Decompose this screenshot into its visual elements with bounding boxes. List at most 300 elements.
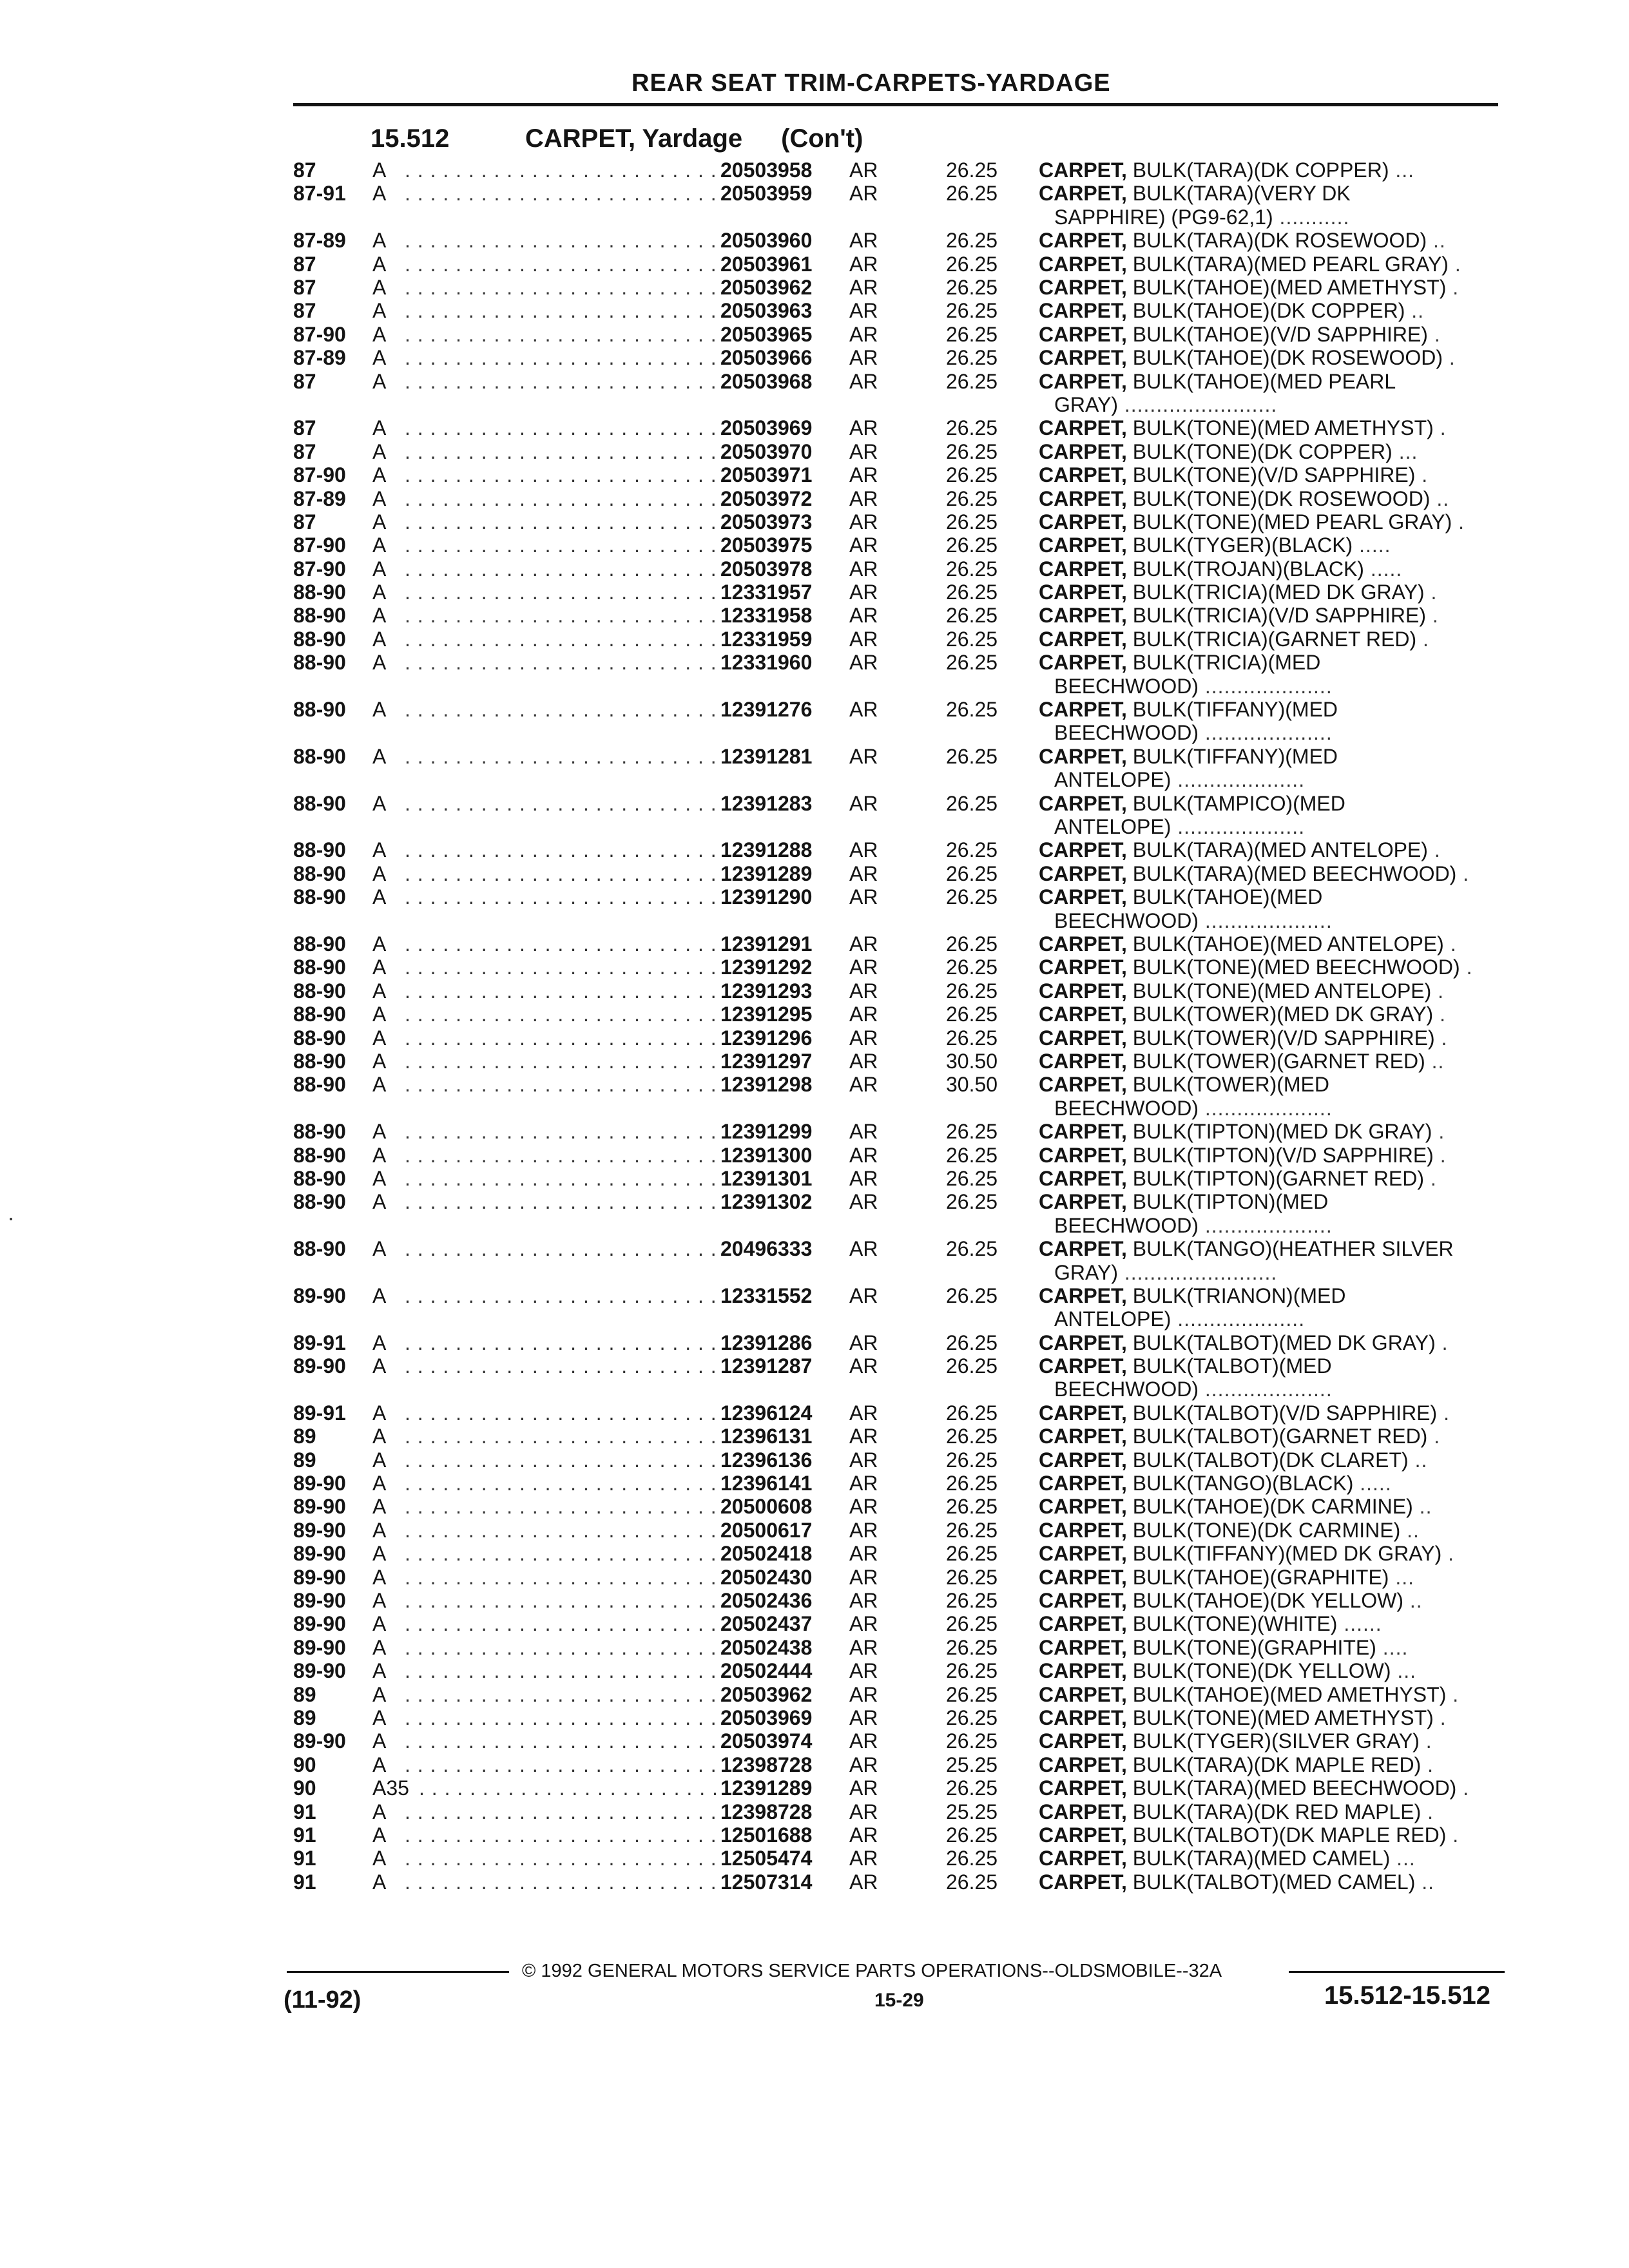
table-row [0, 1401, 1629, 1425]
price: 26.25 [946, 1120, 998, 1144]
body-code: A [372, 1589, 387, 1613]
quantity: AR [849, 229, 878, 253]
part-number: 12505474 [720, 1847, 813, 1870]
leader-dots: . [1421, 1753, 1434, 1776]
leader-dots: . . . . . . . . . . . . . . . . . . . . . . . . . [405, 533, 717, 557]
description-prefix: CARPET, [1039, 1753, 1127, 1776]
price: 26.25 [946, 1166, 998, 1190]
model-year: 88-90 [293, 1073, 346, 1097]
part-number: 12501688 [720, 1823, 813, 1847]
quantity: AR [849, 1823, 878, 1847]
price: 26.25 [946, 299, 998, 323]
description [1039, 628, 1429, 651]
description-text: BULK(TONE)(WHITE) [1132, 1612, 1338, 1636]
body-code: A [372, 1565, 387, 1589]
quantity: AR [849, 627, 878, 651]
table-row [0, 182, 1629, 229]
part-number: 12391297 [720, 1049, 813, 1073]
description [1039, 1144, 1447, 1167]
price: 26.25 [946, 533, 998, 557]
body-code: A [372, 979, 387, 1003]
description-text: BULK(TROJAN)(BLACK) [1132, 557, 1364, 581]
footer-rule-left [287, 1971, 509, 1973]
part-number: 12391298 [720, 1073, 813, 1097]
description-prefix: CARPET, [1039, 229, 1127, 253]
description [1039, 1237, 1454, 1260]
description-continued [1054, 206, 1349, 229]
price: 26.25 [946, 979, 998, 1003]
page-title: REAR SEAT TRIM-CARPETS-YARDAGE [631, 70, 1111, 97]
part-number: 20503971 [720, 463, 813, 487]
description-prefix: CARPET, [1039, 1049, 1127, 1073]
table-row [0, 651, 1629, 698]
description-text: BULK(TOWER)(MED [1132, 1073, 1329, 1097]
leader-dots: . [1416, 627, 1429, 651]
leader-dots: . . . . . . . . . . . . . . . . . . . . . . . . . [405, 486, 717, 510]
model-year: 89-90 [293, 1635, 346, 1659]
leader-dots: . . . . . . . . . . . . . . . . . . . . . . . . . [405, 510, 717, 533]
model-year: 88-90 [293, 744, 346, 768]
description [1039, 1425, 1440, 1448]
part-number: 20502444 [720, 1659, 813, 1683]
leader-dots: . . . . . . . . . . . . . . . . . . . . . . . . . [405, 1472, 717, 1495]
model-year: 89 [293, 1425, 316, 1448]
quantity: AR [849, 1729, 878, 1753]
price: 26.25 [946, 1472, 998, 1495]
body-code: A [372, 533, 387, 557]
model-year: 87 [293, 299, 316, 323]
leader-dots: . . . . . . . . . . . . . . . . . . . . . . . . . [419, 1776, 731, 1800]
leader-dots: . . . . . . . . . . . . . . . . . . . . . . . . . [405, 604, 717, 628]
description-prefix: CARPET, [1039, 346, 1127, 370]
price: 26.25 [946, 651, 998, 675]
section-range: 15.512-15.512 [1324, 1981, 1491, 2010]
description [1039, 276, 1459, 299]
price: 26.25 [946, 1401, 998, 1425]
leader-dots: ..... [1364, 557, 1403, 581]
price: 26.25 [946, 439, 998, 463]
leader-dots: . . . . . . . . . . . . . . . . . . . . . . . . . [405, 791, 717, 815]
model-year: 88-90 [293, 932, 346, 956]
footer-rule-right [1289, 1971, 1505, 1973]
model-year: 88-90 [293, 1049, 346, 1073]
quantity: AR [849, 346, 878, 370]
description-prefix: CARPET, [1039, 1682, 1127, 1706]
table-row [0, 1026, 1629, 1050]
price: 26.25 [946, 885, 998, 909]
leader-dots: . . . . . . . . . . . . . . . . . . . . . . . . . [405, 1659, 717, 1683]
description-text: BULK(TAHOE)(MED PEARL [1132, 369, 1396, 393]
description-prefix: CARPET, [1039, 651, 1127, 675]
leader-dots: . [1456, 861, 1470, 885]
leader-dots: . . . . . . . . . . . . . . . . . . . . . . . . . [405, 932, 717, 956]
quantity: AR [849, 299, 878, 323]
model-year: 88-90 [293, 651, 346, 675]
quantity: AR [849, 838, 878, 862]
quantity: AR [849, 182, 878, 206]
price: 26.25 [946, 1495, 998, 1519]
part-number: 12507314 [720, 1870, 813, 1894]
leader-dots: ... [1391, 1659, 1417, 1683]
body-code: A [372, 439, 387, 463]
description-continued-text: BEECHWOOD) [1054, 908, 1199, 932]
body-code: A [372, 463, 387, 487]
description-prefix: CARPET, [1039, 1495, 1127, 1519]
part-number: 12391292 [720, 956, 813, 979]
model-year: 88-90 [293, 979, 346, 1003]
part-number: 12391288 [720, 838, 813, 862]
price: 25.25 [946, 1753, 998, 1776]
quantity: AR [849, 581, 878, 604]
footer-date: (11-92) [284, 1986, 361, 2013]
description-prefix: CARPET, [1039, 1073, 1127, 1097]
description [1039, 1495, 1432, 1518]
leader-dots: . . . . . . . . . . . . . . . . . . . . . . . . . [405, 1589, 717, 1613]
header-rule [293, 103, 1498, 106]
price: 26.25 [946, 1870, 998, 1894]
description-text: BULK(TARA)(DK MAPLE RED) [1132, 1753, 1422, 1776]
leader-dots: . . . . . . . . . . . . . . . . . . . . . . . . . [405, 651, 717, 675]
description-prefix: CARPET, [1039, 1542, 1127, 1566]
description-prefix: CARPET, [1039, 1659, 1127, 1683]
leader-dots: . [1434, 1026, 1448, 1050]
price: 26.25 [946, 744, 998, 768]
price: 26.25 [946, 1331, 998, 1354]
model-year: 91 [293, 1870, 316, 1894]
description-text: BULK(TALBOT)(DK MAPLE RED) [1132, 1823, 1447, 1847]
description-text: BULK(TAHOE)(MED AMETHYST) [1132, 1682, 1447, 1706]
price: 26.25 [946, 1143, 998, 1167]
description [1039, 1683, 1459, 1706]
leader-dots: ... [1389, 159, 1415, 182]
description-text: BULK(TONE)(DK ROSEWOOD) [1132, 486, 1431, 510]
part-number: 20500608 [720, 1495, 813, 1519]
price: 26.25 [946, 1283, 998, 1307]
table-row [0, 1448, 1629, 1472]
body-code: A [372, 322, 387, 346]
quantity: AR [849, 744, 878, 768]
leader-dots: . . . . . . . . . . . . . . . . . . . . . . . . . [405, 1870, 717, 1894]
body-code: A [372, 486, 387, 510]
table-row [0, 1753, 1629, 1776]
quantity: AR [849, 1448, 878, 1472]
body-code: A [372, 1847, 387, 1870]
part-number: 12391276 [720, 698, 813, 722]
part-number: 12398728 [720, 1800, 813, 1823]
leader-dots: .. [1412, 1495, 1432, 1519]
price: 26.25 [946, 627, 998, 651]
description [1039, 698, 1338, 721]
description-text: BULK(TONE)(MED PEARL GRAY) [1132, 510, 1452, 533]
description-text: BULK(TALBOT)(MED DK GRAY) [1132, 1331, 1436, 1354]
part-number: 20496333 [720, 1237, 813, 1261]
table-row [0, 346, 1629, 369]
price: 26.25 [946, 510, 998, 533]
leader-dots: . [1446, 1823, 1460, 1847]
description [1039, 1753, 1434, 1776]
description-prefix: CARPET, [1039, 956, 1127, 979]
model-year: 87 [293, 275, 316, 299]
description [1039, 745, 1338, 768]
table-row [0, 1847, 1629, 1870]
table-row [0, 1167, 1629, 1190]
leader-dots: . . . . . . . . . . . . . . . . . . . . . . . . . [405, 1283, 717, 1307]
leader-dots: . [1441, 1542, 1455, 1566]
description-text: BULK(TIPTON)(MED DK GRAY) [1132, 1120, 1432, 1144]
price: 26.25 [946, 1612, 998, 1636]
part-number: 12391287 [720, 1354, 813, 1378]
leader-dots: . [1443, 932, 1457, 956]
part-number: 12391293 [720, 979, 813, 1003]
leader-dots: ...... [1337, 1612, 1382, 1636]
price: 26.25 [946, 1354, 998, 1378]
table-row [0, 1589, 1629, 1612]
part-number: 20503962 [720, 1682, 813, 1706]
model-year: 88-90 [293, 838, 346, 862]
description-continued [1054, 393, 1277, 416]
leader-dots: . [1452, 510, 1465, 533]
model-year: 88-90 [293, 1166, 346, 1190]
model-year: 89 [293, 1682, 316, 1706]
price: 26.25 [946, 838, 998, 862]
table-row [0, 745, 1629, 792]
table-row [0, 1284, 1629, 1331]
model-year: 89 [293, 1706, 316, 1729]
price: 26.25 [946, 486, 998, 510]
leader-dots: . . . . . . . . . . . . . . . . . . . . . . . . . [405, 698, 717, 722]
model-year: 89-90 [293, 1495, 346, 1519]
description [1039, 1566, 1414, 1589]
price: 26.25 [946, 1026, 998, 1050]
model-year: 88-90 [293, 791, 346, 815]
quantity: AR [849, 533, 878, 557]
table-row [0, 1870, 1629, 1894]
description-prefix: CARPET, [1039, 322, 1127, 346]
description-prefix: CARPET, [1039, 838, 1127, 862]
price: 26.25 [946, 229, 998, 253]
leader-dots: .................... [1171, 815, 1306, 839]
part-number: 12391296 [720, 1026, 813, 1050]
description [1039, 533, 1391, 557]
model-year: 88-90 [293, 627, 346, 651]
model-year: 89-90 [293, 1729, 346, 1753]
leader-dots: .. [1408, 1448, 1428, 1472]
leader-dots: . . . . . . . . . . . . . . . . . . . . . . . . . [405, 1448, 717, 1472]
leader-dots: . . . . . . . . . . . . . . . . . . . . . . . . . [405, 1753, 717, 1776]
section-number: 15.512 [371, 124, 450, 153]
leader-dots: . [1437, 1401, 1450, 1425]
quantity: AR [849, 932, 878, 956]
table-row [0, 253, 1629, 276]
quantity: AR [849, 1589, 878, 1613]
description-prefix: CARPET, [1039, 1026, 1127, 1050]
description-text: BULK(TALBOT)(DK CLARET) [1132, 1448, 1409, 1472]
price: 26.25 [946, 1589, 998, 1613]
quantity: AR [849, 1073, 878, 1097]
leader-dots: ........................ [1117, 392, 1278, 416]
description [1039, 253, 1461, 276]
price: 26.25 [946, 1542, 998, 1566]
leader-dots: . [1435, 1331, 1449, 1354]
description [1039, 932, 1457, 956]
price: 26.25 [946, 581, 998, 604]
description-prefix: CARPET, [1039, 1847, 1127, 1870]
table-row [0, 956, 1629, 979]
quantity: AR [849, 791, 878, 815]
table-row [0, 581, 1629, 604]
leader-dots: . [1433, 1706, 1447, 1729]
description-continued-text: GRAY) [1054, 392, 1118, 416]
body-code: A [372, 1823, 387, 1847]
leader-dots: . . . . . . . . . . . . . . . . . . . . . . . . . [405, 369, 717, 393]
description-continued [1054, 1214, 1333, 1237]
description-text: BULK(TONE)(GRAPHITE) [1132, 1635, 1376, 1659]
part-number: 12331958 [720, 604, 813, 628]
description [1039, 1776, 1469, 1800]
leader-dots: . [1443, 346, 1456, 370]
body-code: A [372, 1120, 387, 1144]
description-text: BULK(TAHOE)(MED AMETHYST) [1132, 275, 1447, 299]
leader-dots: . . . . . . . . . . . . . . . . . . . . . . . . . [405, 1542, 717, 1566]
description-prefix: CARPET, [1039, 932, 1127, 956]
model-year: 89 [293, 1448, 316, 1472]
part-number: 12391281 [720, 744, 813, 768]
quantity: AR [849, 510, 878, 533]
model-year: 88-90 [293, 1026, 346, 1050]
model-year: 89-90 [293, 1565, 346, 1589]
description-text: BULK(TAHOE)(DK CARMINE) [1132, 1495, 1413, 1519]
body-code: A [372, 1472, 387, 1495]
leader-dots: . . . . . . . . . . . . . . . . . . . . . . . . . [405, 979, 717, 1003]
model-year: 88-90 [293, 604, 346, 628]
body-code: A [372, 1448, 387, 1472]
quantity: AR [849, 486, 878, 510]
body-code: A [372, 229, 387, 253]
price: 30.50 [946, 1073, 998, 1097]
description [1039, 862, 1469, 885]
part-number: 12391290 [720, 885, 813, 909]
price: 26.25 [946, 956, 998, 979]
leader-dots: . . . . . . . . . . . . . . . . . . . . . . . . . [405, 182, 717, 206]
part-number: 20503961 [720, 252, 813, 276]
leader-dots: . [1425, 604, 1439, 628]
body-code: A [372, 956, 387, 979]
quantity: AR [849, 1472, 878, 1495]
body-code: A [372, 791, 387, 815]
description-continued [1054, 1378, 1333, 1401]
leader-dots: .. [1405, 299, 1425, 323]
body-code: A [372, 1401, 387, 1425]
body-code: A [372, 1143, 387, 1167]
leader-dots: . . . . . . . . . . . . . . . . . . . . . . . . . [405, 1635, 717, 1659]
part-number: 20503975 [720, 533, 813, 557]
body-code: A [372, 1495, 387, 1519]
quantity: AR [849, 861, 878, 885]
description [1039, 159, 1414, 182]
leader-dots: . . . . . . . . . . . . . . . . . . . . . . . . . [405, 346, 717, 370]
leader-dots: .. [1425, 1049, 1445, 1073]
body-code: A [372, 1753, 387, 1776]
description [1039, 1167, 1437, 1190]
quantity: AR [849, 369, 878, 393]
description-prefix: CARPET, [1039, 1401, 1127, 1425]
leader-dots: . . . . . . . . . . . . . . . . . . . . . . . . . [405, 1049, 717, 1073]
description-prefix: CARPET, [1039, 510, 1127, 533]
model-year: 88-90 [293, 1190, 346, 1214]
quantity: AR [849, 1565, 878, 1589]
description-prefix: CARPET, [1039, 1518, 1127, 1542]
description-text: BULK(TARA)(MED CAMEL) [1132, 1847, 1391, 1870]
leader-dots: . [1460, 956, 1473, 979]
price: 26.25 [946, 557, 998, 581]
description-prefix: CARPET, [1039, 159, 1127, 182]
table-row [0, 1659, 1629, 1682]
part-number: 12331957 [720, 581, 813, 604]
leader-dots: . [1427, 838, 1441, 862]
part-number: 12391295 [720, 1003, 813, 1026]
description [1039, 885, 1322, 908]
leader-dots: ... [1392, 439, 1418, 463]
description [1039, 1589, 1423, 1612]
model-year: 91 [293, 1847, 316, 1870]
description-prefix: CARPET, [1039, 627, 1127, 651]
leader-dots: ........................ [1117, 1260, 1278, 1284]
body-code: A [372, 159, 387, 182]
quantity: AR [849, 1870, 878, 1894]
table-row [0, 1237, 1629, 1284]
leader-dots: . [1431, 979, 1445, 1003]
body-code: A [372, 1190, 387, 1214]
leader-dots: . . . . . . . . . . . . . . . . . . . . . . . . . [405, 1729, 717, 1753]
part-number: 20503962 [720, 275, 813, 299]
description-prefix: CARPET, [1039, 1425, 1127, 1448]
body-code: A [372, 1635, 387, 1659]
quantity: AR [849, 1166, 878, 1190]
description-text: BULK(TIPTON)(MED [1132, 1190, 1329, 1214]
model-year: 89-90 [293, 1659, 346, 1683]
description-continued [1054, 675, 1333, 698]
model-year: 89-90 [293, 1589, 346, 1613]
part-number: 12391301 [720, 1166, 813, 1190]
leader-dots: . . . . . . . . . . . . . . . . . . . . . . . . . [405, 1425, 717, 1448]
body-code: A [372, 1073, 387, 1097]
leader-dots: . . . . . . . . . . . . . . . . . . . . . . . . . [405, 744, 717, 768]
part-number: 20503972 [720, 486, 813, 510]
table-row [0, 1800, 1629, 1823]
quantity: AR [849, 1682, 878, 1706]
table-row [0, 838, 1629, 861]
leader-dots: ... [1389, 1565, 1415, 1589]
model-year: 87-89 [293, 486, 346, 510]
part-number: 12398728 [720, 1753, 813, 1776]
part-number: 20503969 [720, 1706, 813, 1729]
leader-dots: . . . . . . . . . . . . . . . . . . . . . . . . . [405, 275, 717, 299]
description [1039, 1519, 1420, 1542]
description [1039, 1026, 1447, 1050]
description-prefix: CARPET, [1039, 1870, 1127, 1894]
description-prefix: CARPET, [1039, 1706, 1127, 1729]
quantity: AR [849, 1283, 878, 1307]
leader-dots: . [1433, 416, 1447, 440]
description [1039, 1190, 1328, 1213]
price: 26.25 [946, 1518, 998, 1542]
description-text: BULK(TOWER)(V/D SAPPHIRE) [1132, 1026, 1435, 1050]
quantity: AR [849, 1190, 878, 1214]
description-continued [1054, 768, 1305, 791]
leader-dots: . [1456, 1776, 1470, 1800]
description-continued [1054, 721, 1333, 744]
description-text: BULK(TAHOE)(MED [1132, 885, 1323, 909]
